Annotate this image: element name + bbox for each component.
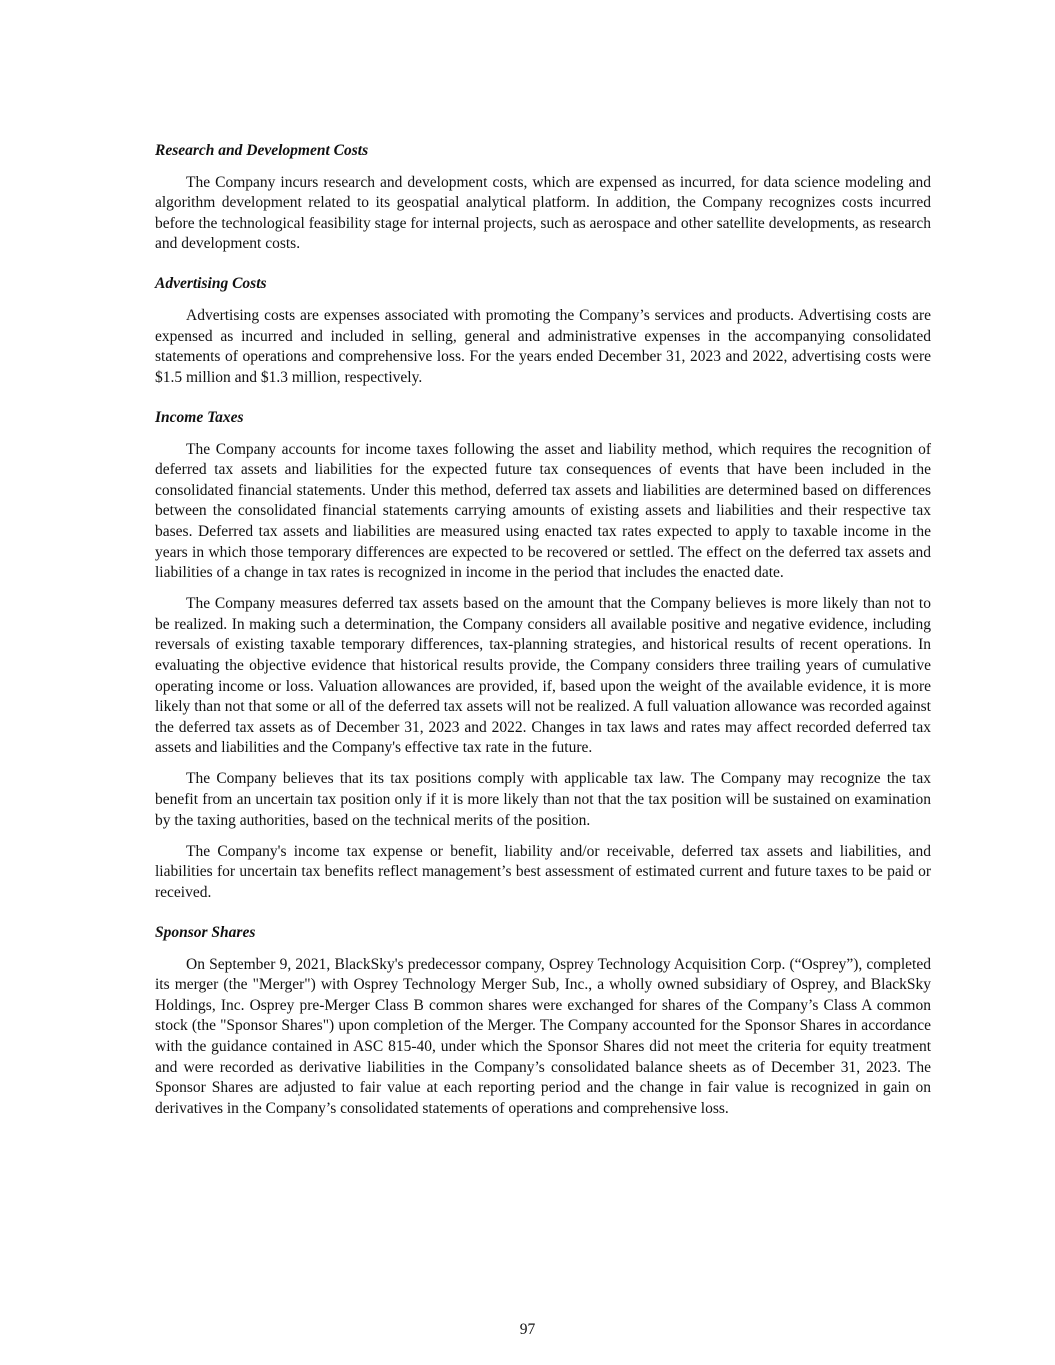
section-heading: Sponsor Shares xyxy=(155,924,256,941)
section-income-taxes xyxy=(155,408,931,904)
section-advertising-costs xyxy=(155,274,931,388)
paragraph: Advertising costs are expenses associated with promoting the Company’s services and products. Advertising costs are expensed as incurred and included in selling, general and administrative expenses in the accompanying consolidated statements of operations and comprehensive loss. For the years ended December 31, 2023 and 2022, advertising costs were $1.5 million and $1.3 million, respectively. xyxy=(155,307,931,386)
section-sponsor-shares xyxy=(155,923,931,1119)
section-heading: Advertising Costs xyxy=(155,275,267,293)
paragraph: The Company believes that its tax positions comply with applicable tax law. The Company may recognize the tax benefit from an uncertain tax position only if it is more likely than not that the tax position will be sustained on examination by the taxing authorities, based on the technical merits of the position. xyxy=(155,770,931,829)
paragraph: The Company measures deferred tax assets based on the amount that the Company believes is more likely than not to be realized. In making such a determination, the Company considers all available positive and negative evidence, including reversals of existing taxable temporary differences, tax-planning strategies, and historical results of recent operations. In evaluating the objective evidence that historical results provide, the Company considers three trailing years of cumulative operating income or loss. Valuation allowances are provided, if, based upon the weight of the available evidence, it is more likely than not that some or all of the deferred tax assets will not be realized. A full valuation allowance was recorded against the deferred tax assets as of December 31, 2023 and 2022. Changes in tax laws and rates may affect recorded deferred tax assets and liabilities and the Company's effective tax rate in the future. xyxy=(155,595,931,757)
document-body xyxy=(155,141,931,1130)
paragraph: The Company's income tax expense or benefit, liability and/or receivable, deferred tax assets and liabilities, and liabilities for uncertain tax benefits reflect management’s best assessment of estimated current and future taxes to be paid or received. xyxy=(155,842,931,901)
paragraph: On September 9, 2021, BlackSky's predecessor company, Osprey Technology Acquisition Corp. (“Osprey”), completed its merger (the "Merger") with Osprey Technology Merger Sub, Inc., a wholly owned subsidiary of Osprey, and BlackSky Holdings, Inc. Osprey pre-Merger Class B common shares were exchanged for shares of the Company’s Class A common stock (the "Sponsor Shares") upon completion of the Merger. The Company accounted for the Sponsor Shares in accordance with the guidance contained in ASC 815-40, under which the Sponsor Shares did not meet the criteria for equity treatment and were recorded as derivative liabilities in the Company’s consolidated balance sheets as of December 31, 2023. The Sponsor Shares are adjusted to fair value at each reporting period and the change in fair value is recognized in gain on derivatives in the Company’s consolidated statements of operations and comprehensive loss. xyxy=(155,955,931,1117)
section-heading: Research and Development Costs xyxy=(155,142,369,159)
paragraph: The Company accounts for income taxes following the asset and liability method, which requires the recognition of deferred tax assets and liabilities for the expected future tax consequences of events that have been included in the consolidated financial statements. Under this method, deferred tax assets and liabilities are determined based on differences between the consolidated financial statements carrying amounts of existing assets and liabilities and their respective tax bases. Deferred tax assets and liabilities are measured using enacted tax rates expected to apply to taxable income in the years in which those temporary differences are expected to be recovered or settled. The effect on the deferred tax assets and liabilities of a change in tax rates is recognized in income in the period that includes the enacted date. xyxy=(155,440,931,582)
paragraph: The Company incurs research and development costs, which are expensed as incurred, for data science modeling and algorithm development related to its geospatial analytical platform. In addition, the Company recognizes costs incurred before the technological feasibility stage for internal projects, such as aerospace and other satellite developments, as research and development costs. xyxy=(155,173,931,253)
section-research-development xyxy=(155,141,931,255)
page-number: 97 xyxy=(519,1321,536,1338)
section-heading: Income Taxes xyxy=(155,408,244,426)
